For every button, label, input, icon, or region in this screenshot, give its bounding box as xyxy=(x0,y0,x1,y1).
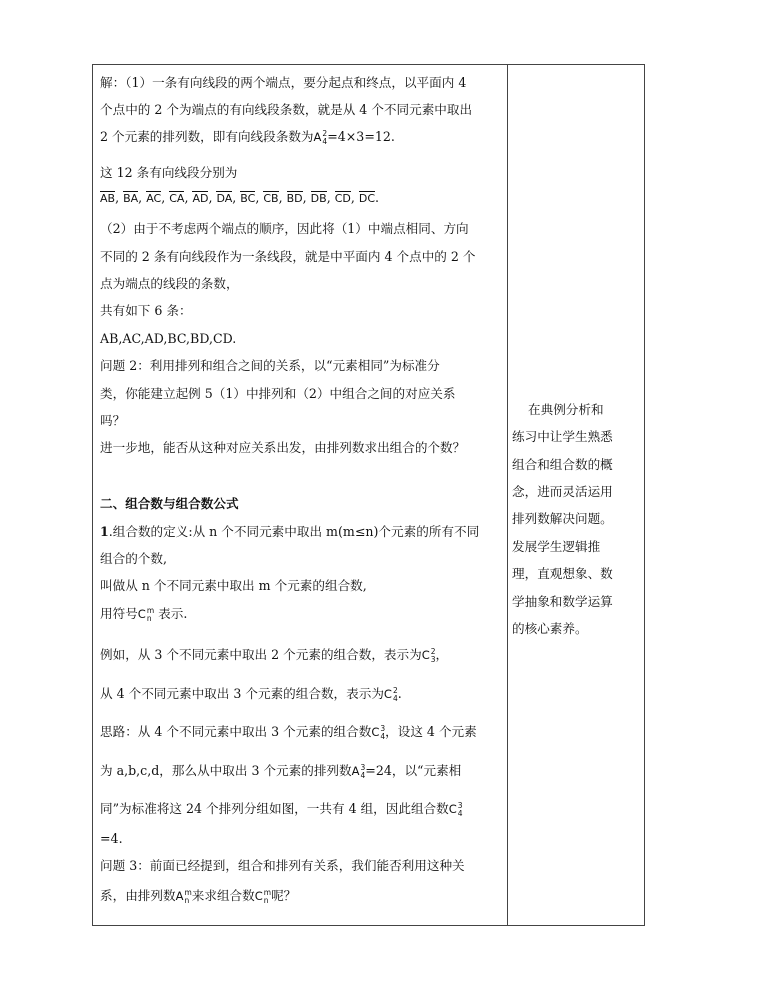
vector-ad: AD xyxy=(192,192,209,205)
permutation-a-n-m: A m n xyxy=(175,887,192,905)
side-line-2: 练习中让学生熟悉 xyxy=(512,429,613,444)
definition-line-4: 用符号C m n 表示. xyxy=(100,605,188,623)
solution-line-1: 解：（1）一条有向线段的两个端点，要分起点和终点，以平面内 4 xyxy=(100,75,467,90)
idea-line-2: 为 a,b,c,d，那么从中取出 3 个元素的排列数A 3 4 =24，以“元素相 xyxy=(100,762,462,780)
idea-line-3: 同”为标准将这 24 个排列分组如图，一共有 4 组，因此组合数C 3 4 xyxy=(100,800,463,818)
vector-ab: AB xyxy=(100,192,116,205)
combination-c-4-3-result: C 3 4 xyxy=(448,800,463,818)
question-3-line-2: 系，由排列数A m n 来求组合数C m n 呢？ xyxy=(100,887,297,905)
column-divider xyxy=(507,64,508,926)
combination-c-n-m: C m n xyxy=(254,887,272,905)
side-line-8: 学抽象和数学运算 xyxy=(512,594,613,609)
definition-line-1: 1.组合数的定义:从 n 个不同元素中取出 m(m≤n)个元素的所有不同 xyxy=(100,524,480,539)
side-line-1: 在典例分析和 xyxy=(528,402,604,417)
vector-da: DA xyxy=(216,192,233,205)
question-2-line-4: 进一步地，能否从这种对应关系出发，由排列数求出组合的个数？ xyxy=(100,440,466,455)
combination-symbol-c-n-m: C m n xyxy=(137,605,155,623)
example-line-1: 例如，从 3 个不同元素中取出 2 个元素的组合数，表示为C 2 3 ， xyxy=(100,646,449,664)
vector-ca: CA xyxy=(169,192,185,205)
part2-line-1: （2）由于不考虑两个端点的顺序，因此将（1）中端点相同、方向 xyxy=(100,221,469,236)
definition-line-2: 组合的个数, xyxy=(100,551,167,566)
side-line-3: 组合和组合数的概 xyxy=(512,457,613,472)
permutation-a-4-2: A 2 4 xyxy=(313,128,328,146)
vector-list: AB, BA, AC, CA, AD, DA, BC, CB, BD, DB, CD, DC. xyxy=(100,190,380,205)
idea-line-1: 思路：从 4 个不同元素中取出 3 个元素的组合数C 3 4 ，设这 4 个元素 xyxy=(100,723,477,741)
permutation-a-4-3: A 3 4 xyxy=(351,762,366,780)
combination-c-4-3: C 3 4 xyxy=(371,723,386,741)
vector-db: DB xyxy=(310,192,327,205)
combination-c-4-2: C 2 4 xyxy=(383,685,398,703)
question-3-line-1: 问题 3：前面已经提到，组合和排列有关系，我们能否利用这种关 xyxy=(100,858,465,873)
vector-cb: CB xyxy=(263,192,279,205)
solution-line-2: 个点中的 2 个为端点的有向线段条数，就是从 4 个不同元素中取出 xyxy=(100,102,473,117)
part2-line-3: 点为端点的线段的条数， xyxy=(100,276,239,291)
vector-bc: BC xyxy=(240,192,256,205)
definition-line-3: 叫做从 n 个不同元素中取出 m 个元素的组合数, xyxy=(100,578,367,593)
question-2-line-1: 问题 2：利用排列和组合之间的关系，以“元素相同”为标准分 xyxy=(100,358,440,373)
question-2-line-3: 吗？ xyxy=(100,413,126,428)
side-line-9: 的核心素养。 xyxy=(512,621,588,636)
segment-list: AB,AC,AD,BC,BD,CD. xyxy=(100,331,237,346)
vector-bd: BD xyxy=(286,192,303,205)
side-line-6: 发展学生逻辑推 xyxy=(512,539,601,554)
side-line-7: 理，直观想象、数 xyxy=(512,566,613,581)
question-2-line-2: 类，你能建立起例 5（1）中排列和（2）中组合之间的对应关系 xyxy=(100,386,456,401)
vector-ba: BA xyxy=(123,192,139,205)
section-heading: 二、组合数与组合数公式 xyxy=(100,496,239,511)
side-line-4: 念，进而灵活运用 xyxy=(512,484,613,499)
side-line-5: 排列数解决问题。 xyxy=(512,511,613,526)
vector-ac: AC xyxy=(146,192,162,205)
vector-intro: 这 12 条有向线段分别为 xyxy=(100,165,238,180)
example-line-2: 从 4 个不同元素中取出 3 个元素的组合数，表示为C 2 4 . xyxy=(100,685,402,703)
part2-line-4: 共有如下 6 条： xyxy=(100,303,192,318)
part2-line-2: 不同的 2 条有向线段作为一条线段，就是中平面内 4 个点中的 2 个 xyxy=(100,249,476,264)
combination-c-3-2: C 2 3 xyxy=(421,646,436,664)
vector-dc: DC xyxy=(358,192,376,205)
idea-line-4: =4. xyxy=(100,831,123,846)
solution-line-3: 2 个元素的排列数，即有向线段条数为A 2 4 =4×3=12. xyxy=(100,128,395,146)
vector-cd: CD xyxy=(334,192,351,205)
